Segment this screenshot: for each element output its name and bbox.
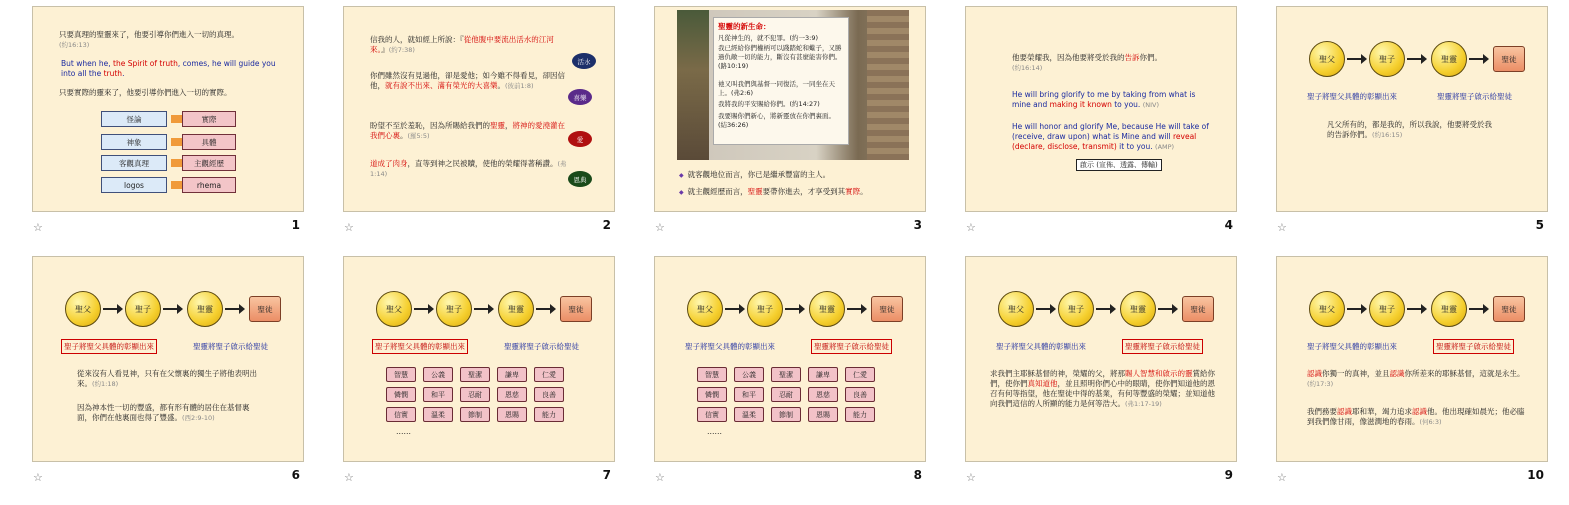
node-church: 聖徒 xyxy=(249,296,281,322)
attribute-box: 憐憫 xyxy=(386,387,416,402)
caption-spirit: 聖靈將聖子啟示給聖徒 xyxy=(504,342,579,351)
badge-joy: 喜樂 xyxy=(568,89,592,105)
slide-6-verse-2: 因為神本性一切的豐盛，都有形有體的居住在基督裏面，你們在他裏面也得了豐盛。(西2:9-10) xyxy=(77,403,250,422)
node-church: 聖徒 xyxy=(1182,296,1214,322)
slide-3-canvas xyxy=(654,6,926,212)
slide-2-verse-1: 信我的人，就如經上所說：『從他腹中要流出活水的江河來。』(約7:38) xyxy=(370,35,554,54)
slide-number: 8 xyxy=(913,468,922,482)
attribute-box: 良善 xyxy=(534,387,564,402)
arrow-icon xyxy=(163,308,179,310)
arrow-icon xyxy=(1347,308,1363,310)
attribute-box: 忍耐 xyxy=(771,387,801,402)
arrow-icon xyxy=(1469,58,1485,60)
arrow-icon xyxy=(847,308,863,310)
slide-6-verse-1: 從來沒有人看見神，只有在父懷裏的獨生子將他表明出來。(約1:18) xyxy=(77,369,257,388)
node-church: 聖徒 xyxy=(1493,296,1525,322)
badge-love: 愛 xyxy=(568,131,592,147)
slide-thumb-8[interactable] xyxy=(653,250,960,495)
slide-number: 5 xyxy=(1535,218,1544,232)
attribute-box: 謙卑 xyxy=(497,367,527,382)
node-father: 聖父 xyxy=(1309,41,1345,77)
attribute-box: 公義 xyxy=(734,367,764,382)
attribute-box: 節制 xyxy=(460,407,490,422)
slide-9-canvas xyxy=(965,256,1237,462)
ellipsis: …… xyxy=(396,427,411,436)
slide-4-canvas xyxy=(965,6,1237,212)
attribute-box: 恩賜 xyxy=(497,407,527,422)
slide-3-bullet-2: ◆ 就主觀經歷而言，聖靈要帶你進去，才享受到其實際。 xyxy=(679,187,919,198)
node-father: 聖父 xyxy=(998,291,1034,327)
slide-8-canvas xyxy=(654,256,926,462)
slide-4-amp: He will honor and glorify Me, because He will take of (receive, draw upon) what is Mine and will reveal (declare, disclose, transmit) it to you. (AMP) xyxy=(1012,122,1209,151)
slide-thumb-7[interactable] xyxy=(342,250,649,495)
slide-2-canvas xyxy=(343,6,615,212)
reveal-label-box: 啟示 (宣佈、透露、傳輸) xyxy=(1076,159,1162,171)
slide-number: 10 xyxy=(1527,468,1544,482)
node-father: 聖父 xyxy=(687,291,723,327)
slide-1-line-1: 只要真理的聖靈來了，他要引導你們進入一切的真理。 (約16:13) xyxy=(59,30,239,49)
arrow-icon xyxy=(1036,308,1052,310)
slide-2-verse-3: 盼望不至於羞恥，因為所賜給我們的聖靈，將神的愛澆灌在我們心裏。(羅5:5) xyxy=(370,121,565,140)
node-church: 聖徒 xyxy=(871,296,903,322)
node-spirit: 聖靈 xyxy=(809,291,845,327)
node-son: 聖子 xyxy=(747,291,783,327)
node-son: 聖子 xyxy=(125,291,161,327)
slide-9-verse: 求我們主耶穌基督的神，榮耀的父，將那賜人智慧和啟示的靈賞給你們，使你們真知道他，並且照明你們心中的眼睛，使你們知道他的恩召有何等指望，他在聖徒中得的基業，有何等豐盛的榮耀；並知道他向我們這信的人所顯的能力是何等浩大。(弗1:17-19) xyxy=(990,369,1215,408)
attribute-box: 仁愛 xyxy=(534,367,564,382)
arrow-icon xyxy=(1407,58,1423,60)
slide-7-canvas xyxy=(343,256,615,462)
attribute-box: 信實 xyxy=(697,407,727,422)
caption-spirit-highlighted: 聖靈將聖子啟示給聖徒 xyxy=(811,339,892,354)
table-left-cell: logos xyxy=(101,177,167,193)
caption-son: 聖子將聖父具體的彰顯出來 xyxy=(996,342,1086,351)
attribute-box: 能力 xyxy=(845,407,875,422)
node-spirit: 聖靈 xyxy=(1431,291,1467,327)
node-church: 聖徒 xyxy=(1493,46,1525,72)
slide-thumb-4[interactable] xyxy=(964,0,1271,245)
slide-10-verse-2: 我們務要認識耶和華，竭力追求認識他。他出現確如晨光；他必臨到我們像甘雨，像滋潤地的春雨。(何6:3) xyxy=(1307,407,1525,426)
attribute-box: 節制 xyxy=(771,407,801,422)
slide-transition-icon: ☆ xyxy=(344,221,354,234)
attribute-box: 聖潔 xyxy=(771,367,801,382)
attribute-box: 信實 xyxy=(386,407,416,422)
node-father: 聖父 xyxy=(65,291,101,327)
node-son: 聖子 xyxy=(436,291,472,327)
slide-transition-icon: ☆ xyxy=(344,471,354,484)
attribute-box: 聖潔 xyxy=(460,367,490,382)
caption-spirit-highlighted: 聖靈將聖子啟示給聖徒 xyxy=(1122,339,1203,354)
node-spirit: 聖靈 xyxy=(1120,291,1156,327)
arrow-icon xyxy=(103,308,119,310)
slide-thumb-3[interactable] xyxy=(653,0,960,245)
table-right-cell: 具體 xyxy=(182,134,236,150)
attribute-box: 和平 xyxy=(734,387,764,402)
arrow-icon xyxy=(1469,308,1485,310)
slide-1-english: But when he, the Spirit of truth, comes, he will guide you into all the truth. xyxy=(61,59,276,78)
arrow-icon xyxy=(1347,58,1363,60)
slide-number: 7 xyxy=(602,468,611,482)
attribute-box: 憐憫 xyxy=(697,387,727,402)
badge-grace: 恩典 xyxy=(568,171,592,187)
attribute-box: 良善 xyxy=(845,387,875,402)
caption-son-highlighted: 聖子將聖父具體的彰顯出來 xyxy=(372,339,468,354)
node-spirit: 聖靈 xyxy=(187,291,223,327)
slide-2-verse-4: 道成了肉身，直等到神之民被贖，使他的榮耀得著稱讚。(弗1:14) xyxy=(370,159,567,178)
slide-2-verse-2: 你們雖然沒有見過他，卻是愛他；如今雖不得看見，卻因信他，就有說不出來、滿有榮光的大喜樂。(彼前1:8) xyxy=(370,71,565,90)
slide-6-canvas xyxy=(32,256,304,462)
node-son: 聖子 xyxy=(1369,291,1405,327)
arrow-icon xyxy=(414,308,430,310)
slide-number: 3 xyxy=(913,218,922,232)
slide-thumb-10[interactable] xyxy=(1275,250,1569,495)
text-panel xyxy=(713,17,849,145)
attribute-box: 恩賜 xyxy=(808,407,838,422)
slide-10-verse-1: 認識你獨一的真神，並且認識你所差來的耶穌基督，這就是永生。(約17:3) xyxy=(1307,369,1525,388)
slide-4-niv: He will bring glorify to me by taking from what is mine and making it known to you. (NIV) xyxy=(1012,90,1196,109)
attribute-box: 智慧 xyxy=(386,367,416,382)
panel-line: 我要賜你們新心，將新靈放在你們裏面。(結36:26) xyxy=(718,112,835,129)
attribute-box: 溫柔 xyxy=(734,407,764,422)
slide-transition-icon: ☆ xyxy=(655,471,665,484)
attribute-box: 恩慈 xyxy=(497,387,527,402)
slide-thumb-6[interactable] xyxy=(31,250,338,495)
slide-4-line-1: 他要榮耀我，因為他要將受於我的告訴你們。 (約16:14) xyxy=(1012,53,1162,72)
node-father: 聖父 xyxy=(1309,291,1345,327)
caption-son: 聖子將聖父具體的彰顯出來 xyxy=(1307,92,1397,101)
slide-number: 6 xyxy=(291,468,300,482)
attribute-box: 公義 xyxy=(423,367,453,382)
ellipsis: …… xyxy=(707,427,722,436)
slide-number: 1 xyxy=(291,218,300,232)
arrow-icon xyxy=(725,308,741,310)
attribute-box: 智慧 xyxy=(697,367,727,382)
slide-thumb-9[interactable] xyxy=(964,250,1271,495)
slide-number: 9 xyxy=(1224,468,1233,482)
attribute-box: 忍耐 xyxy=(460,387,490,402)
panel-line: 凡從神生的，就不犯罪。(約一3:9) xyxy=(718,34,819,42)
attribute-box: 謙卑 xyxy=(808,367,838,382)
slide-thumb-2[interactable] xyxy=(342,0,649,245)
table-right-cell: rhema xyxy=(182,177,236,193)
node-church: 聖徒 xyxy=(560,296,592,322)
node-son: 聖子 xyxy=(1058,291,1094,327)
panel-line: 我將我的平安賜給你們。(約14:27) xyxy=(718,100,820,108)
caption-son-highlighted: 聖子將聖父具體的彰顯出來 xyxy=(61,339,157,354)
badge-living-water: 活水 xyxy=(572,53,596,69)
arrow-icon xyxy=(785,308,801,310)
table-right-cell: 主觀經歷 xyxy=(182,155,236,171)
arrow-icon xyxy=(1096,308,1112,310)
table-right-cell: 實際 xyxy=(182,111,236,127)
slide-5-canvas xyxy=(1276,6,1548,212)
attribute-box: 能力 xyxy=(534,407,564,422)
caption-spirit: 聖靈將聖子啟示給聖徒 xyxy=(1437,92,1512,101)
slide-10-canvas xyxy=(1276,256,1548,462)
panel-line: 我已經給你們權柄可以踐踏蛇和蠍子，又勝過仇敵一切的能力，斷沒有甚麼能害你們。(路10:19) xyxy=(718,44,842,70)
panel-title: 聖靈的新生命： xyxy=(718,22,771,31)
attribute-box: 仁愛 xyxy=(845,367,875,382)
table-left-cell: 神象 xyxy=(101,134,167,150)
caption-son: 聖子將聖父具體的彰顯出來 xyxy=(685,342,775,351)
caption-spirit: 聖靈將聖子啟示給聖徒 xyxy=(193,342,268,351)
attribute-box: 和平 xyxy=(423,387,453,402)
slide-1-line-3: 只要實際的靈來了，他要引導你們進入一切的實際。 xyxy=(59,88,232,97)
arrow-icon xyxy=(1407,308,1423,310)
slide-thumb-5[interactable] xyxy=(1275,0,1569,245)
slide-5-verse: 凡父所有的，都是我的，所以我說，他要將受於我的告訴你們。(約16:15) xyxy=(1327,120,1492,139)
slide-transition-icon: ☆ xyxy=(33,221,43,234)
slide-transition-icon: ☆ xyxy=(966,471,976,484)
slide-number: 4 xyxy=(1224,218,1233,232)
slide-transition-icon: ☆ xyxy=(1277,471,1287,484)
slide-transition-icon: ☆ xyxy=(966,221,976,234)
node-spirit: 聖靈 xyxy=(498,291,534,327)
slide-thumb-1[interactable] xyxy=(31,0,338,245)
table-left-cell: 客觀真理 xyxy=(101,155,167,171)
slide-3-bullet-1: ◆ 就客觀地位而言，你已是繼承豐富的主人。 xyxy=(679,170,919,181)
table-left-cell: 怪論 xyxy=(101,111,167,127)
arrow-icon xyxy=(536,308,552,310)
panel-line: 祂又叫我們與基督一同復活，一同坐在天上。(弗2:6) xyxy=(718,80,835,97)
arrow-icon xyxy=(474,308,490,310)
slide-transition-icon: ☆ xyxy=(33,471,43,484)
node-son: 聖子 xyxy=(1369,41,1405,77)
arrow-icon xyxy=(225,308,241,310)
attribute-box: 溫柔 xyxy=(423,407,453,422)
caption-son: 聖子將聖父具體的彰顯出來 xyxy=(1307,342,1397,351)
slide-1-canvas xyxy=(32,6,304,212)
node-spirit: 聖靈 xyxy=(1431,41,1467,77)
slide-number: 2 xyxy=(602,218,611,232)
caption-spirit-highlighted: 聖靈將聖子啟示給聖徒 xyxy=(1433,339,1514,354)
slide-transition-icon: ☆ xyxy=(1277,221,1287,234)
node-father: 聖父 xyxy=(376,291,412,327)
attribute-box: 恩慈 xyxy=(808,387,838,402)
arrow-icon xyxy=(1158,308,1174,310)
slide-transition-icon: ☆ xyxy=(655,221,665,234)
